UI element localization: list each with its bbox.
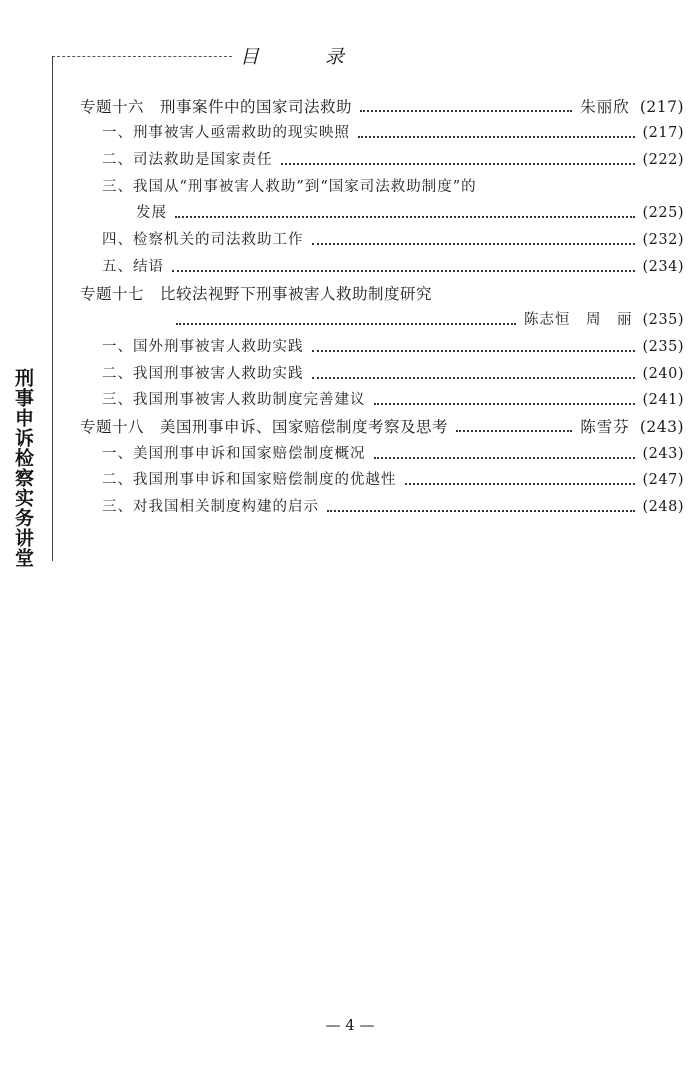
toc-label: 发展 xyxy=(136,205,167,222)
dot-leader xyxy=(281,163,635,165)
toc-page: (240) xyxy=(642,365,684,382)
toc-entry[interactable] xyxy=(80,90,684,117)
toc-entry[interactable] xyxy=(80,117,684,144)
toc-label: 五、结语 xyxy=(102,258,164,275)
toc-entry[interactable] xyxy=(80,384,684,411)
side-rule xyxy=(52,56,53,561)
dot-leader xyxy=(358,136,635,138)
dot-leader xyxy=(312,377,635,379)
toc-page: (217) xyxy=(639,97,684,116)
table-of-contents xyxy=(80,90,684,517)
toc-entry-continuation[interactable] xyxy=(80,197,684,224)
toc-author: 陈雪芬 xyxy=(580,417,630,436)
toc-label: 一、国外刑事被害人救助实践 xyxy=(102,338,304,355)
toc-page: (241) xyxy=(642,392,684,409)
toc-entry[interactable] xyxy=(80,464,684,491)
toc-label: 专题十八 美国刑事申诉、国家赔偿制度考察及思考 xyxy=(80,417,449,436)
toc-author: 朱丽欣 xyxy=(580,97,630,116)
toc-label: 三、我国从“刑事被害人救助”到“国家司法救助制度”的 xyxy=(102,178,477,195)
dot-leader xyxy=(175,216,635,218)
toc-entry[interactable] xyxy=(80,223,684,250)
toc-entry[interactable] xyxy=(80,170,684,197)
toc-entry[interactable] xyxy=(80,437,684,464)
toc-page: (235) xyxy=(642,338,684,355)
page-number: — 4 — xyxy=(325,1016,375,1034)
toc-page: (248) xyxy=(642,499,684,515)
toc-entry[interactable] xyxy=(80,357,684,384)
toc-label: 三、我国刑事被害人救助制度完善建议 xyxy=(102,392,366,409)
dot-leader xyxy=(172,270,635,272)
toc-entry[interactable] xyxy=(80,143,684,170)
toc-page: (232) xyxy=(642,232,684,249)
toc-label: 专题十七 比较法视野下刑事被害人救助制度研究 xyxy=(80,284,433,303)
toc-entry[interactable] xyxy=(80,330,684,357)
toc-label: 三、对我国相关制度构建的启示 xyxy=(102,499,319,515)
toc-author: 陈志恒 周 丽 xyxy=(524,312,633,329)
toc-label: 专题十六 刑事案件中的国家司法救助 xyxy=(80,97,353,116)
dot-leader xyxy=(176,323,516,325)
dot-leader xyxy=(405,483,635,485)
toc-page: (225) xyxy=(642,205,684,222)
toc-label: 二、我国刑事申诉和国家赔偿制度的优越性 xyxy=(102,472,397,489)
toc-page: (234) xyxy=(642,258,684,275)
header-rule xyxy=(52,56,232,57)
book-title-vertical: 刑事申诉检察实务讲堂 xyxy=(12,368,34,568)
dot-leader xyxy=(312,243,635,245)
toc-page: (222) xyxy=(642,152,684,169)
dot-leader xyxy=(374,457,635,459)
toc-entry-continuation[interactable] xyxy=(80,304,684,331)
toc-label: 二、我国刑事被害人救助实践 xyxy=(102,365,304,382)
toc-page: (217) xyxy=(642,125,684,142)
toc-label: 一、刑事被害人亟需救助的现实映照 xyxy=(102,125,350,142)
dot-leader xyxy=(374,403,635,405)
toc-label: 二、司法救助是国家责任 xyxy=(102,152,273,169)
toc-entry[interactable] xyxy=(80,277,684,304)
dot-leader xyxy=(456,430,572,432)
toc-page: (243) xyxy=(642,445,684,462)
dot-leader xyxy=(327,510,635,512)
toc-page: (247) xyxy=(642,472,684,489)
dot-leader xyxy=(360,110,572,112)
toc-label: 四、检察机关的司法救助工作 xyxy=(102,232,304,249)
toc-label: 一、美国刑事申诉和国家赔偿制度概况 xyxy=(102,445,366,462)
page-title: 目 录 xyxy=(240,46,375,68)
toc-entry[interactable] xyxy=(80,490,684,517)
toc-entry[interactable] xyxy=(80,250,684,277)
dot-leader xyxy=(312,350,635,352)
toc-page: (243) xyxy=(639,417,684,436)
toc-page: (235) xyxy=(642,312,684,329)
toc-entry[interactable] xyxy=(80,410,684,437)
